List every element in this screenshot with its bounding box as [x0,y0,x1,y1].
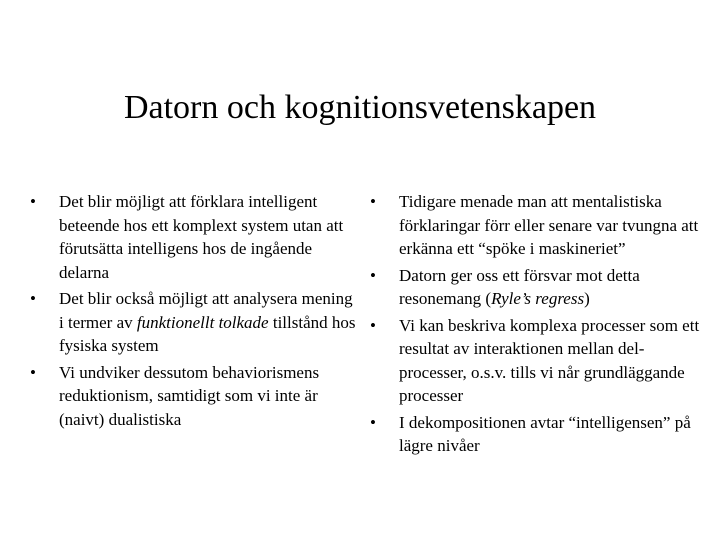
bullet-text-part: Datorn ger oss ett försvar mot detta resonemang ( [399,265,640,308]
bullet-item [370,314,700,408]
bullet-item [30,190,360,284]
bullet-text [59,289,356,355]
bullet-dot-icon: • [370,192,376,211]
bullet-text: Vi kan beskriva komplexa processer som ett resultat av interaktionen mellan del-processer, o.s.v. tills vi når grundläggande processer [399,315,700,405]
bullet-text: Vi undviker dessutom behaviorismens reduktionism, samtidigt som vi inte är (naivt) dualistiska [59,362,320,429]
bullet-dot-icon: • [370,412,376,432]
bullet-dot-icon: • [370,315,376,335]
bullet-dot-icon: • [30,362,36,382]
bullet-text [399,266,640,309]
bullet-dot-icon: • [370,265,376,285]
bullet-dot-icon: • [30,192,36,211]
bullet-text-part: tillstånd hos fysiska system [59,312,356,355]
bullet-text-part: Det blir också möjligt att analysera mening i termer av [59,289,353,332]
bullet-text-emphasis: funktionellt tolkade [136,312,269,332]
bullet-text-emphasis: Ryle’s regress [491,289,585,308]
bullet-text: Det blir möjligt att förklara intelligent beteende hos ett komplext system utan att förutsätta intelligens hos de ingående delarna [59,192,344,282]
right-bullet-list [370,190,700,461]
left-bullet-list [30,190,360,434]
bullet-text-part: ) [584,289,590,308]
bullet-item [370,264,700,311]
bullet-item [30,287,360,358]
bullet-dot-icon: • [30,289,36,308]
bullet-item [30,361,360,432]
slide-title: Datorn och kognitionsvetenskapen [123,89,597,126]
bullet-item [370,411,700,458]
bullet-text: Tidigare menade man att mentalistiska förklaringar förr eller senare var tvungna att erkänna ett “spöke i maskineriet” [399,192,699,258]
bullet-item [370,190,700,261]
bullet-text: I dekompositionen avtar “intelligensen” på lägre nivåer [399,412,691,455]
